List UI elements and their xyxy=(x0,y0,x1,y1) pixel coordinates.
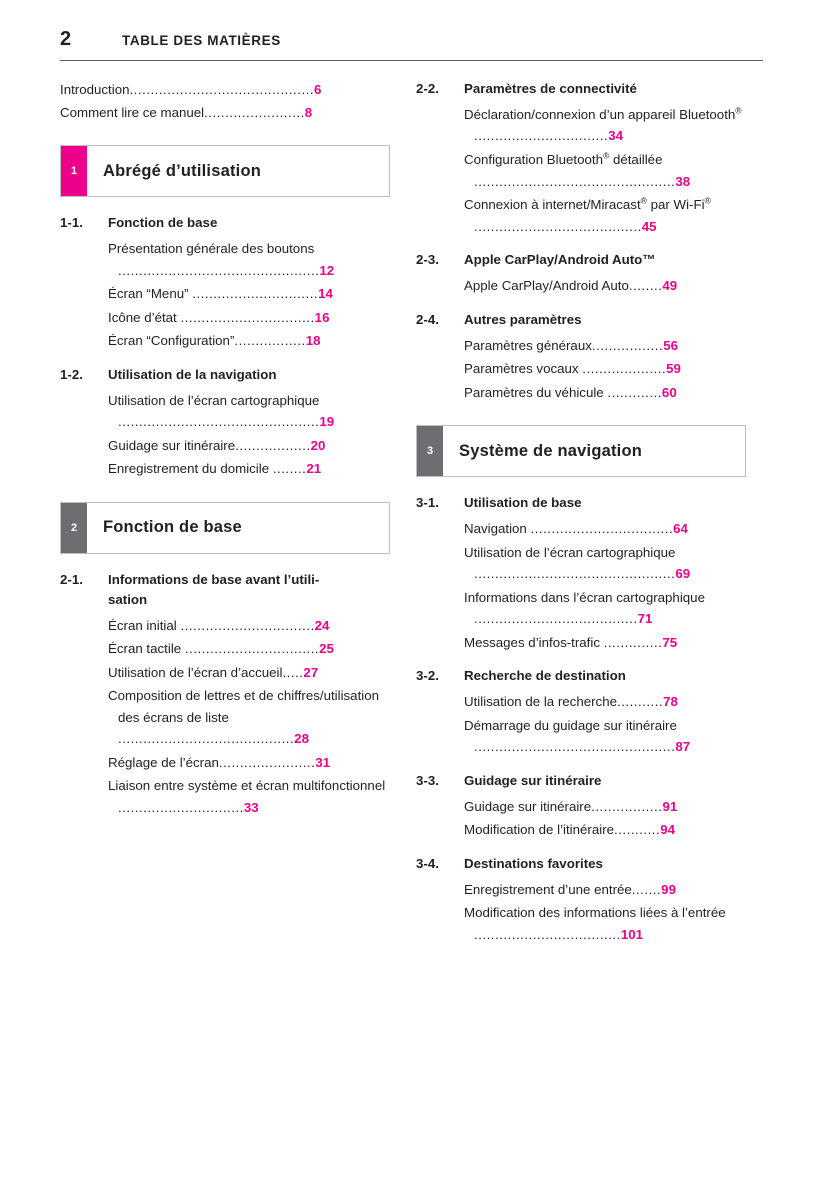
toc-entry[interactable] xyxy=(108,662,390,684)
entry-leader: ........ xyxy=(272,461,307,477)
section-heading-1-1 xyxy=(60,213,390,233)
entry-label: Messages d’infos-trafic xyxy=(464,634,604,650)
toc-entry[interactable] xyxy=(108,238,390,281)
section-heading-3-4 xyxy=(416,854,746,874)
entry-label: Utilisation de l’écran d’accueil xyxy=(108,664,283,680)
toc-entry[interactable] xyxy=(108,638,390,660)
entry-label: Liaison entre système et écran multifonctionnel xyxy=(108,778,386,794)
entry-label: Paramètres vocaux xyxy=(464,361,583,377)
entry-leader: .............. xyxy=(603,634,663,650)
toc-entry[interactable] xyxy=(60,79,390,101)
left-column xyxy=(60,79,390,947)
chapter-title: Abrégé d’utilisation xyxy=(103,161,262,180)
registered-mark: ® xyxy=(735,105,742,116)
entry-label: Écran tactile xyxy=(108,641,185,657)
right-column xyxy=(416,79,746,947)
section-heading-3-1 xyxy=(416,493,746,513)
entry-label: Icône d’état xyxy=(108,309,181,325)
entry-page: 18 xyxy=(305,333,321,349)
entry-label: Utilisation de l’écran cartographique xyxy=(108,392,320,408)
entry-page: 60 xyxy=(661,384,677,400)
entry-page: 8 xyxy=(304,104,313,120)
toc-entry[interactable] xyxy=(108,330,390,352)
toc-entry[interactable] xyxy=(464,879,746,901)
entry-label: Paramètres du véhicule xyxy=(464,384,608,400)
entry-page: 69 xyxy=(675,566,691,582)
entry-page: 99 xyxy=(661,881,676,897)
entry-label: Enregistrement du domicile xyxy=(108,461,273,477)
entry-leader: ................................ xyxy=(474,128,609,144)
toc-entry[interactable] xyxy=(464,715,746,758)
section-number: 3-3. xyxy=(416,772,439,788)
section-number: 2-2. xyxy=(416,81,439,96)
chapter-title: Système de navigation xyxy=(459,441,643,460)
entry-page: 28 xyxy=(294,731,309,747)
entry-page: 87 xyxy=(675,739,691,755)
toc-entry[interactable] xyxy=(464,587,746,630)
entry-leader: ........................ xyxy=(204,104,305,120)
entry-leader: ................................ xyxy=(180,617,315,633)
entry-label: Guidage sur itinéraire xyxy=(108,437,236,453)
section-heading-2-4 xyxy=(416,310,746,330)
entry-page: 45 xyxy=(641,218,657,234)
toc-entry[interactable] xyxy=(108,390,390,433)
entry-leader: ................................................ xyxy=(474,566,676,582)
entry-leader: .............................. xyxy=(192,286,319,302)
toc-entry[interactable]: Connexion à internet/Miracast® par Wi-Fi® ........................................45 xyxy=(464,195,711,234)
entry-leader: ............................................ xyxy=(129,82,315,97)
registered-mark: ® xyxy=(602,150,610,161)
entry-page: 6 xyxy=(314,82,322,97)
entry-leader: ................................................ xyxy=(474,739,676,755)
entry-label: Navigation xyxy=(464,521,531,537)
entry-leader: ..... xyxy=(282,664,304,680)
section-title: Utilisation de base xyxy=(464,495,582,511)
entry-leader: .................... xyxy=(582,361,667,377)
section-title: Guidage sur itinéraire xyxy=(464,772,602,788)
entry-label: Enregistrement d’une entrée xyxy=(464,881,632,897)
chapter-title: Fonction de base xyxy=(103,518,242,537)
section-title: Fonction de base xyxy=(108,215,218,231)
page-title: TABLE DES MATIÈRES xyxy=(122,33,281,48)
entry-page: 75 xyxy=(662,634,678,650)
chapter-banner-1[interactable] xyxy=(60,145,390,197)
entry-page: 91 xyxy=(662,798,678,814)
toc-entry[interactable] xyxy=(108,615,390,637)
toc-entry[interactable] xyxy=(464,358,746,380)
toc-entry[interactable] xyxy=(108,307,390,329)
entry-leader: ................. xyxy=(591,798,663,814)
section-heading-3-3 xyxy=(416,771,746,791)
chapter-banner-3[interactable] xyxy=(416,425,746,477)
entry-leader: ........................................ xyxy=(474,218,642,234)
entry-label: Modification des informations liées à l’entrée xyxy=(464,905,726,921)
entry-leader: ................................................ xyxy=(118,414,320,430)
toc-entry[interactable] xyxy=(108,775,390,818)
chapter-banner-2[interactable] xyxy=(60,502,390,554)
section-title: Recherche de destination xyxy=(464,668,626,684)
entry-leader: ........ xyxy=(628,278,663,294)
section-heading-3-2 xyxy=(416,666,746,686)
entry-page: 25 xyxy=(319,641,334,657)
entry-page: 20 xyxy=(310,437,326,453)
registered-mark: ® xyxy=(640,195,647,206)
entry-label: Écran initial xyxy=(108,617,181,633)
entry-label: Informations dans l’écran cartographique xyxy=(464,589,705,605)
section-title: Destinations favorites xyxy=(464,855,603,871)
toc-columns xyxy=(60,79,763,947)
entry-page: 59 xyxy=(666,361,681,377)
entry-label: Guidage sur itinéraire xyxy=(464,798,592,814)
entry-leader: .......................................... xyxy=(118,731,295,747)
header-divider xyxy=(60,60,763,61)
section-title: Utilisation de la navigation xyxy=(108,366,277,382)
toc-entry[interactable] xyxy=(464,382,746,404)
entry-leader: ........... xyxy=(617,694,664,710)
entry-leader: ........... xyxy=(614,822,661,838)
entry-page: 14 xyxy=(318,286,333,302)
entry-label: Apple CarPlay/Android Auto xyxy=(464,278,629,294)
entry-page: 24 xyxy=(314,617,330,633)
entry-leader: ....................... xyxy=(218,754,316,770)
registered-mark: ® xyxy=(704,195,711,206)
entry-page: 71 xyxy=(637,611,653,627)
entry-page: 101 xyxy=(620,926,643,942)
entry-page: 64 xyxy=(673,521,688,537)
entry-label: Présentation générale des boutons xyxy=(108,241,315,256)
toc-entry[interactable] xyxy=(108,283,390,305)
entry-label: Composition de lettres et de chiffres/utilisation des écrans de liste xyxy=(108,688,380,725)
chapter-number: 3 xyxy=(417,426,443,476)
section-number: 3-1. xyxy=(416,495,439,511)
section-number: 3-2. xyxy=(416,668,439,684)
section-heading-2-1 xyxy=(60,570,390,610)
toc-entry[interactable]: Configuration Bluetooth® détaillée ................................................38 xyxy=(464,150,691,189)
section-heading-2-2 xyxy=(416,79,746,99)
section-number: 2-4. xyxy=(416,311,439,327)
toc-entry[interactable] xyxy=(60,102,390,124)
entry-page: 38 xyxy=(675,173,691,189)
entry-page: 21 xyxy=(306,461,322,477)
entry-leader: ................. xyxy=(234,333,306,349)
toc-entry[interactable] xyxy=(464,796,746,818)
entry-leader: ................................ xyxy=(184,641,320,657)
section-heading-2-3 xyxy=(416,250,746,270)
section-title: Autres paramètres xyxy=(464,311,582,327)
entry-leader: ................. xyxy=(591,337,664,353)
toc-entry[interactable] xyxy=(464,691,746,713)
toc-entry[interactable] xyxy=(464,335,746,357)
entry-label: Démarrage du guidage sur itinéraire xyxy=(464,717,677,733)
entry-leader: ............. xyxy=(607,384,662,400)
entry-leader: ....... xyxy=(631,881,662,897)
entry-page: 33 xyxy=(243,799,259,815)
entry-label: Écran “Configuration” xyxy=(108,333,235,349)
section-number: 2-1. xyxy=(60,571,83,587)
entry-label: Modification de l’itinéraire xyxy=(464,822,615,838)
entry-label: Utilisation de l’écran cartographique xyxy=(464,544,676,560)
entry-page: 34 xyxy=(608,128,624,144)
toc-entry[interactable] xyxy=(464,902,746,945)
section-number: 1-1. xyxy=(60,215,83,231)
entry-page: 27 xyxy=(303,664,319,680)
toc-entry[interactable] xyxy=(108,752,390,774)
section-heading-1-2 xyxy=(60,365,390,385)
entry-page: 16 xyxy=(314,309,330,325)
entry-leader: .............................. xyxy=(118,799,244,815)
entry-label: Introduction xyxy=(60,82,130,97)
entry-leader: ....................................... xyxy=(474,611,638,627)
entry-leader: ................................... xyxy=(474,926,621,942)
chapter-number: 2 xyxy=(61,503,87,553)
section-number: 3-4. xyxy=(416,855,439,871)
section-title: Apple CarPlay/Android Auto™ xyxy=(464,252,656,268)
chapter-number: 1 xyxy=(61,146,87,196)
entry-page: 12 xyxy=(319,262,335,278)
toc-entry[interactable] xyxy=(108,685,390,750)
entry-label: Comment lire ce manuel xyxy=(60,104,205,120)
entry-page: 56 xyxy=(663,337,678,353)
page-number: 2 xyxy=(60,28,72,50)
entry-leader: .................. xyxy=(235,437,311,453)
section-title-line1: Informations de base avant l’utili- xyxy=(108,571,320,587)
toc-entry[interactable]: Déclaration/connexion d’un appareil Bluetooth® ................................34 xyxy=(464,105,742,144)
entry-label: Écran “Menu” xyxy=(108,286,193,302)
toc-entry[interactable] xyxy=(464,275,746,297)
entry-leader: ................................ xyxy=(180,309,315,325)
section-title-line2: sation xyxy=(108,591,148,607)
entry-page: 31 xyxy=(315,754,331,770)
toc-entry[interactable] xyxy=(108,458,390,480)
section-number: 1-2. xyxy=(60,366,83,382)
entry-leader: ................................................ xyxy=(474,173,676,189)
section-title: Paramètres de connectivité xyxy=(464,81,637,96)
toc-entry[interactable] xyxy=(108,435,390,457)
entry-page: 49 xyxy=(662,278,678,294)
entry-label: Réglage de l’écran xyxy=(108,754,219,770)
section-number: 2-3. xyxy=(416,252,439,268)
entry-leader: .................................. xyxy=(530,521,674,537)
entry-leader: ................................................ xyxy=(118,262,320,278)
toc-entry[interactable] xyxy=(464,518,746,540)
entry-label: Paramètres généraux xyxy=(464,337,592,353)
toc-entry[interactable] xyxy=(464,542,746,585)
section-title xyxy=(108,570,390,610)
entry-page: 94 xyxy=(660,822,675,838)
page-header xyxy=(60,0,763,51)
entry-label: Utilisation de la recherche xyxy=(464,694,617,710)
entry-page: 19 xyxy=(319,414,335,430)
entry-page: 78 xyxy=(663,694,678,710)
toc-entry[interactable] xyxy=(464,819,746,841)
toc-entry[interactable] xyxy=(464,632,746,654)
